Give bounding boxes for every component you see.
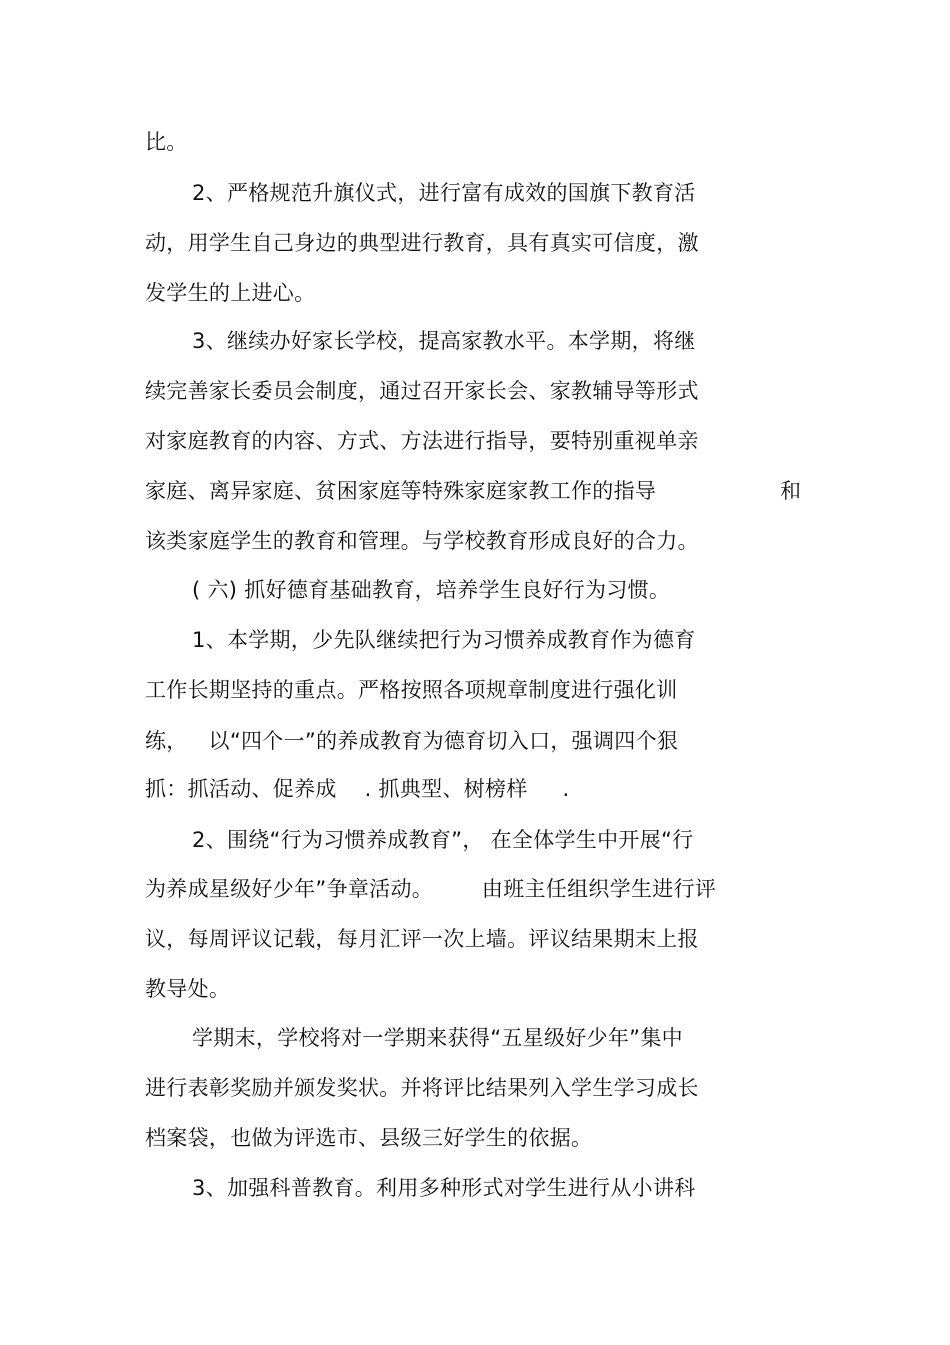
text-line: 工作长期坚持的重点。严格按照各项规章制度进行强化训 bbox=[145, 678, 678, 702]
text-line: 2、严格规范升旗仪式，进行富有成效的国旗下教育活 bbox=[192, 181, 696, 205]
text-line: 动，用学生自己身边的典型进行教育，具有真实可信度，激 bbox=[145, 231, 699, 255]
text-line: 家庭、离异家庭、贫困家庭等特殊家庭家教工作的指导 bbox=[145, 479, 657, 503]
text-line: 比。 bbox=[145, 130, 188, 154]
text-line: 学期末，学校将对一学期来获得“五星级好少年”集中 bbox=[192, 1026, 683, 1050]
text-line: 对家庭教育的内容、方式、方法进行指导，要特别重视单亲 bbox=[145, 429, 699, 453]
text-line: 续完善家长委员会制度，通过召开家长会、家教辅导等形式 bbox=[145, 379, 699, 403]
text-line: 抓：抓活动、促养成 . 抓典型、树榜样 . bbox=[145, 777, 570, 801]
text-line: 发学生的上进心。 bbox=[145, 281, 316, 305]
text-line: 3、加强科普教育。利用多种形式对学生进行从小讲科 bbox=[192, 1176, 696, 1200]
text-line: 议，每周评议记载，每月汇评一次上墙。评议结果期末上报 bbox=[145, 927, 699, 951]
text-line: 练， 以“四个一”的养成教育为德育切入口，强调四个狠 bbox=[145, 729, 679, 753]
text-line: 档案袋，也做为评选市、县级三好学生的依据。 bbox=[145, 1126, 593, 1150]
text-line: 2、围绕“行为习惯养成教育”， 在全体学生中开展“行 bbox=[192, 828, 694, 852]
text-line: 进行表彰奖励并颁发奖状。并将评比结果列入学生学习成长 bbox=[145, 1076, 699, 1100]
section-heading: ( 六) 抓好德育基础教育，培养学生良好行为习惯。 bbox=[192, 578, 671, 602]
text-line: 和 bbox=[780, 479, 802, 503]
text-line: 为养成星级好少年”争章活动。 由班主任组织学生进行评 bbox=[145, 877, 717, 901]
text-line: 教导处。 bbox=[145, 977, 231, 1001]
text-line: 1、本学期，少先队继续把行为习惯养成教育作为德育 bbox=[192, 628, 696, 652]
text-line: 该类家庭学生的教育和管理。与学校教育形成良好的合力。 bbox=[145, 529, 699, 553]
text-line: 3、继续办好家长学校，提高家教水平。本学期，将继 bbox=[192, 329, 696, 353]
